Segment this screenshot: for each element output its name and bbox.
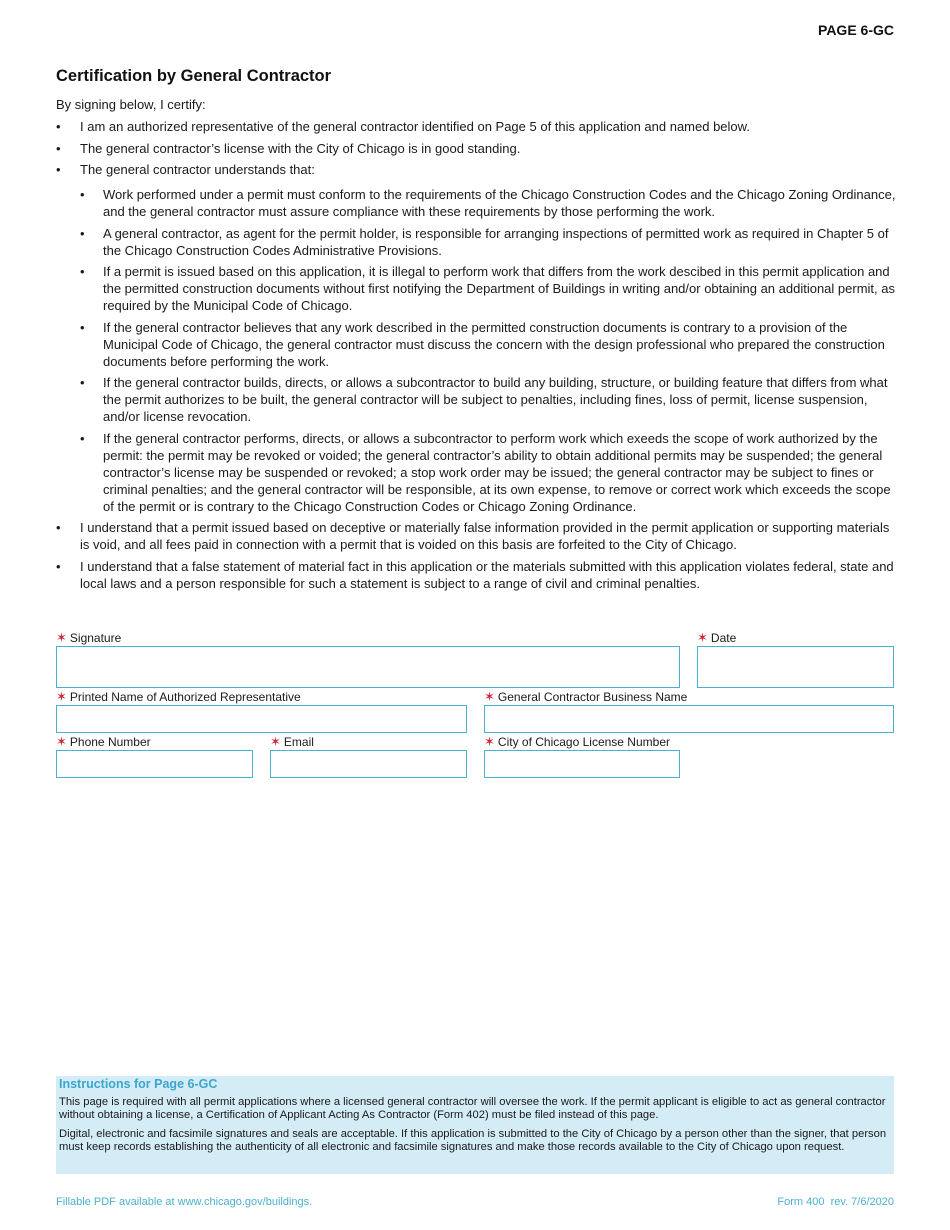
required-icon: ✶ xyxy=(56,689,67,704)
sub-list-item: • Work performed under a permit must conform to the requirements of the Chicago Construction Codes and the Chicago Zoning Ordinance, and the general contractor must assure compliance with these requirements by those performing the work. xyxy=(80,186,896,220)
signature-label: ✶ Signature xyxy=(56,630,122,645)
sub-list-item: • If the general contractor performs, directs, or allows a subcontractor to perform work which exeeds the scope of work authorized by the permit: the permit may be revoked or voided; the general contractor’s ability to obtain additional permits may be suspended; the general contractor’s license may be suspended or revoked; a stop work order may be issued; the general contractor may be subject to fines or criminal penalties; and the general contractor will be responsible, at its own expense, to remove or correct work which exceeds the scope of the permit or is contrary to the Chicago Construction Codes or Chicago Zoning Ordinance. xyxy=(80,430,896,515)
license-label: ✶ City of Chicago License Number xyxy=(484,734,670,749)
printed-name-label: ✶ Printed Name of Authorized Representative xyxy=(56,689,301,704)
business-name-label: ✶ General Contractor Business Name xyxy=(484,689,688,704)
page-number: PAGE 6-GC xyxy=(818,22,894,38)
email-field[interactable] xyxy=(270,750,467,778)
date-field[interactable] xyxy=(697,646,894,688)
intro-text: By signing below, I certify: xyxy=(56,97,206,112)
sub-list-item: • If a permit is issued based on this application, it is illegal to perform work that differs from the work descibed in this permit application and the permitted construction documents without first notifying the Department of Buildings in writing and/or obtaining an additional permit, as required by the Municipal Code of Chicago. xyxy=(80,263,896,314)
phone-label: ✶ Phone Number xyxy=(56,734,151,749)
required-icon: ✶ xyxy=(697,630,708,645)
required-icon: ✶ xyxy=(56,734,67,749)
license-field[interactable] xyxy=(484,750,680,778)
footer-link-text: Fillable PDF available at www.chicago.gov/buildings. xyxy=(56,1196,313,1208)
contractor-understands-list xyxy=(80,186,896,515)
sub-list-item: • A general contractor, as agent for the permit holder, is responsible for arranging inspections of permitted work as required in Chapter 5 of the Chicago Construction Codes Administrative Provisions. xyxy=(80,225,896,259)
required-icon: ✶ xyxy=(484,734,495,749)
instructions-box xyxy=(56,1076,894,1174)
certification-list xyxy=(56,118,896,596)
printed-name-field[interactable] xyxy=(56,705,467,733)
instructions-title: Instructions for Page 6-GC xyxy=(59,1077,218,1091)
sub-list-item: • If the general contractor builds, directs, or allows a subcontractor to build any building, structure, or building feature that differs from what the permit authorizes to be built, the general contractor will be subject to penalties, including fines, loss of permit, license suspension, and/or license revocation. xyxy=(80,374,896,425)
list-item: • The general contractor’s license with the City of Chicago is in good standing. xyxy=(56,140,896,157)
signature-field[interactable] xyxy=(56,646,680,688)
required-icon: ✶ xyxy=(270,734,281,749)
instructions-paragraph: This page is required with all permit applications where a licensed general contractor will oversee the work. If the permit applicant is eligible to act as general contractor without obtaining a license, a Certification of Applicant Acting As Contractor (Form 402) must be filed instead of this page. xyxy=(59,1095,886,1121)
required-icon: ✶ xyxy=(56,630,67,645)
list-item: • I understand that a false statement of material fact in this application or the materials submitted with this application violates federal, state and local laws and a person responsible for such a statement is subject to a range of civil and criminal penalties. xyxy=(56,558,896,592)
phone-field[interactable] xyxy=(56,750,253,778)
email-label: ✶ Email xyxy=(270,734,314,749)
section-title: Certification by General Contractor xyxy=(56,67,332,85)
business-name-field[interactable] xyxy=(484,705,894,733)
sub-list-item: • If the general contractor believes that any work described in the permitted construction documents is contrary to a provision of the Municipal Code of Chicago, the general contractor must discuss the concern with the design professional who prepared the construction documents before performing the work. xyxy=(80,319,896,370)
instructions-paragraph: Digital, electronic and facsimile signatures and seals are acceptable. If this application is submitted to the City of Chicago by a person other than the signer, that person must keep records establishing the authenticity of all electronic and facsimile signatures and make those records available to the City of Chicago upon request. xyxy=(59,1127,887,1153)
list-item: • I am an authorized representative of the general contractor identified on Page 5 of this application and named below. xyxy=(56,118,896,135)
required-icon: ✶ xyxy=(484,689,495,704)
list-item: • I understand that a permit issued based on deceptive or materially false information provided in the permit application or supporting materials is void, and all fees paid in connection with a permit that is voided on this basis are forfeited to the City of Chicago. xyxy=(56,519,896,553)
form-revision: Form 400 rev. 7/6/2020 xyxy=(777,1196,894,1208)
list-item: • The general contractor understands that: • Work performed under a permit must conform to the requirements of the Chicago Construction Codes and the Chicago Zoning Ordinance, and the general contractor must assure compliance with these requirements by those performing the work. • A general contractor, as agent for the permit holder, is responsible for arranging inspections of permitted work as required in Chapter 5 of the Chicago Construction Codes Administrative Provisions. • If a permit is issued based on this application, it is illegal to perform work that differs from the work descibed in this permit application and the permitted construction documents without first notifying the Department of Buildings in writing and/or obtaining an additional permit, as required by the Municipal Code of Chicago. • If the general contractor believes that any work described in the permitted construction documents is contrary to a provision of the Municipal Code of Chicago, the general contractor must discuss the concern with the design professional who prepared the construction documents before performing the work. • If the general contractor builds, directs, or allows a subcontractor to build any building, structure, or building feature that differs from what the permit authorizes to be built, the general contractor will be subject to penalties, including fines, loss of permit, license suspension, and/or license revocation. • If the general contractor performs, directs, or allows a subcontractor to perform work which exeeds the scope of work authorized by the permit: the permit may be revoked or voided; the general contractor’s ability to obtain additional permits may be suspended; the general contractor’s license may be suspended or revoked; a stop work order may be issued; the general contractor may be subject to fines or criminal penalties; and the general contractor will be responsible, at its own expense, to remove or correct work which exceeds the scope of the permit or is contrary to the Chicago Construction Codes or Chicago Zoning Ordinance. xyxy=(56,161,896,515)
date-label: ✶ Date xyxy=(697,630,737,645)
